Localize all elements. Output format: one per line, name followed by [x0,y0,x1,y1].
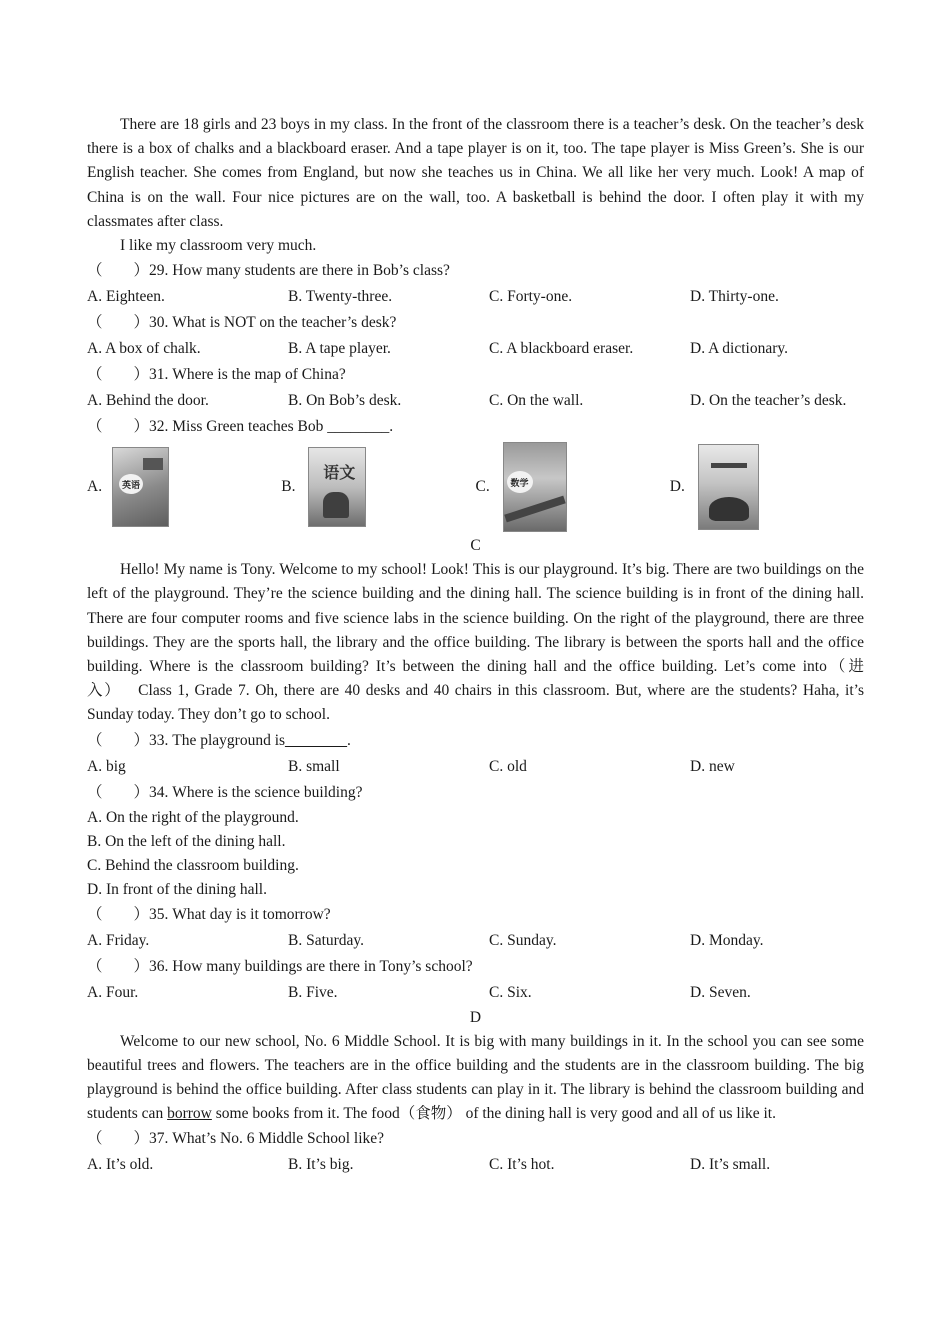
option-b: B. Saturday. [288,931,365,949]
answer-blank: ________ [285,731,348,749]
option-b: B. small [288,757,340,775]
book-title-badge: 数学 [507,471,533,493]
book-title: 语文 [323,465,356,483]
english-textbook-image [112,447,169,527]
question-32-options [87,440,864,534]
option-a: A. big [87,757,126,775]
option-d: D. Thirty-one. [690,288,779,306]
option-d: D. A dictionary. [690,340,789,358]
option-d: D. In front of the dining hall. [87,880,267,898]
passage-c-text-1: Hello! My name is Tony. Welcome to my school! Look! This is our playground. It’s big. There are two buildings on the left of the playground. They’re the science building and the dining hall. The science building is in front of the dining hall. There are four computer rooms and five science labs in the science building. On the right of the playground, there are three buildings. They are the sports hall, the library and the office building. The library is between the sports hall and the office building. Where is the classroom building? It’s between the dining hall and the office building. Let’s come into（进入） [87,561,864,700]
history-textbook-image [698,444,759,530]
option-d: D. It’s small. [690,1156,771,1174]
option-d: D. Monday. [690,931,764,949]
question-31-options [87,388,864,414]
question-34: （ ）34. Where is the science building? [87,783,363,801]
option-c: C. Behind the classroom building. [87,856,299,874]
chinese-textbook-image [308,447,366,527]
book-road-graphic [504,496,565,523]
option-d: D. On the teacher’s desk. [690,392,847,410]
option-b: B. On the left of the dining hall. [87,832,286,850]
book-label-block [143,458,163,470]
option-a: A. Eighteen. [87,288,165,306]
question-33-options [87,754,864,780]
option-d: D. new [690,757,735,775]
question-35-options [87,928,864,954]
option-a-label: A. [87,478,103,496]
question-30: （ ）30. What is NOT on the teacher’s desk? [87,314,397,332]
option-c [476,442,670,532]
question-30-options [87,336,864,362]
option-c: C. A blackboard eraser. [489,340,634,358]
option-a: A. It’s old. [87,1156,154,1174]
underlined-word: borrow [167,1105,212,1123]
passage-b-paragraph-1: There are 18 girls and 23 boys in my class. In the front of the classroom there is a teacher’s desk. On the teacher’s desk there is a box of chalks and a blackboard eraser. And a tape player is on it, too. The tape player is Miss Green’s. She is our English teacher. She comes from England, but now she teaches us in China. We all like her very much. Look! A map of China is on the wall. Four nice pictures are on the wall, too. A basketball is behind the door. I often play it with my classmates after class. [87,116,864,230]
question-29: （ ）29. How many students are there in Bob’s class? [87,262,450,280]
option-b: B. It’s big. [288,1156,354,1174]
section-d-heading: D [469,1008,482,1026]
option-a [87,447,281,527]
option-c: C. Sunday. [489,931,557,949]
book-title-bar [711,463,747,468]
question-35: （ ）35. What day is it tomorrow? [87,905,331,923]
math-textbook-image [503,442,567,532]
option-d: D. Seven. [690,983,751,1001]
option-b: B. A tape player. [288,340,391,358]
option-c: C. On the wall. [489,392,584,410]
option-a: A. Four. [87,983,139,1001]
option-d [670,444,864,530]
book-title-badge: 英语 [119,474,143,494]
passage-d-paragraph [87,1030,864,1127]
option-b-label: B. [281,478,296,496]
question-33-stem: （ ）33. The playground is [87,731,286,749]
option-a: A. A box of chalk. [87,340,201,358]
section-c-heading: C [470,537,481,555]
question-36-options [87,980,864,1006]
option-c-label: C. [475,478,490,496]
question-36: （ ）36. How many buildings are there in Tony’s school? [87,957,473,975]
option-c: C. It’s hot. [489,1156,555,1174]
option-b: B. Five. [288,983,338,1001]
book-illustration [323,492,349,518]
option-c: C. Forty-one. [489,288,573,306]
passage-c-paragraph [87,558,864,727]
book-illustration [709,497,749,521]
question-37-options [87,1152,864,1178]
option-c: C. old [489,757,527,775]
question-37: （ ）37. What’s No. 6 Middle School like? [87,1130,385,1148]
exam-page [87,113,864,1178]
option-a: A. On the right of the playground. [87,808,299,826]
option-a: A. Behind the door. [87,392,209,410]
question-33-end: . [347,731,351,749]
passage-d-text-1: Welcome to our new school, No. 6 Middle School. It is big with many buildings in it. In the school you can see some beautiful trees and flowers. The teachers are in the office building and the students are in the classroom building. The big playground is behind the office building. After class students can play in it. The library is behind the classroom building and students can [87,1032,864,1123]
option-d-label: D. [669,478,685,496]
question-29-options [87,284,864,310]
option-b: B. On Bob’s desk. [288,392,402,410]
option-a: A. Friday. [87,931,150,949]
option-b: B. Twenty-three. [288,288,393,306]
question-32: （ ）32. Miss Green teaches Bob ________. [87,418,394,436]
passage-b-paragraph-2: I like my classroom very much. [120,237,317,255]
question-33 [87,728,864,754]
option-c: C. Six. [489,983,532,1001]
option-b [281,447,475,527]
question-31: （ ）31. Where is the map of China? [87,366,346,384]
passage-d-text-2: some books from it. The food（食物） of the dining hall is very good and all of us like it. [211,1105,776,1123]
passage-c-text-2: Class 1, Grade 7. Oh, there are 40 desks and 40 chairs in this classroom. But, where are the students? Haha, it’s Sunday today. They don’t go to school. [87,682,864,724]
